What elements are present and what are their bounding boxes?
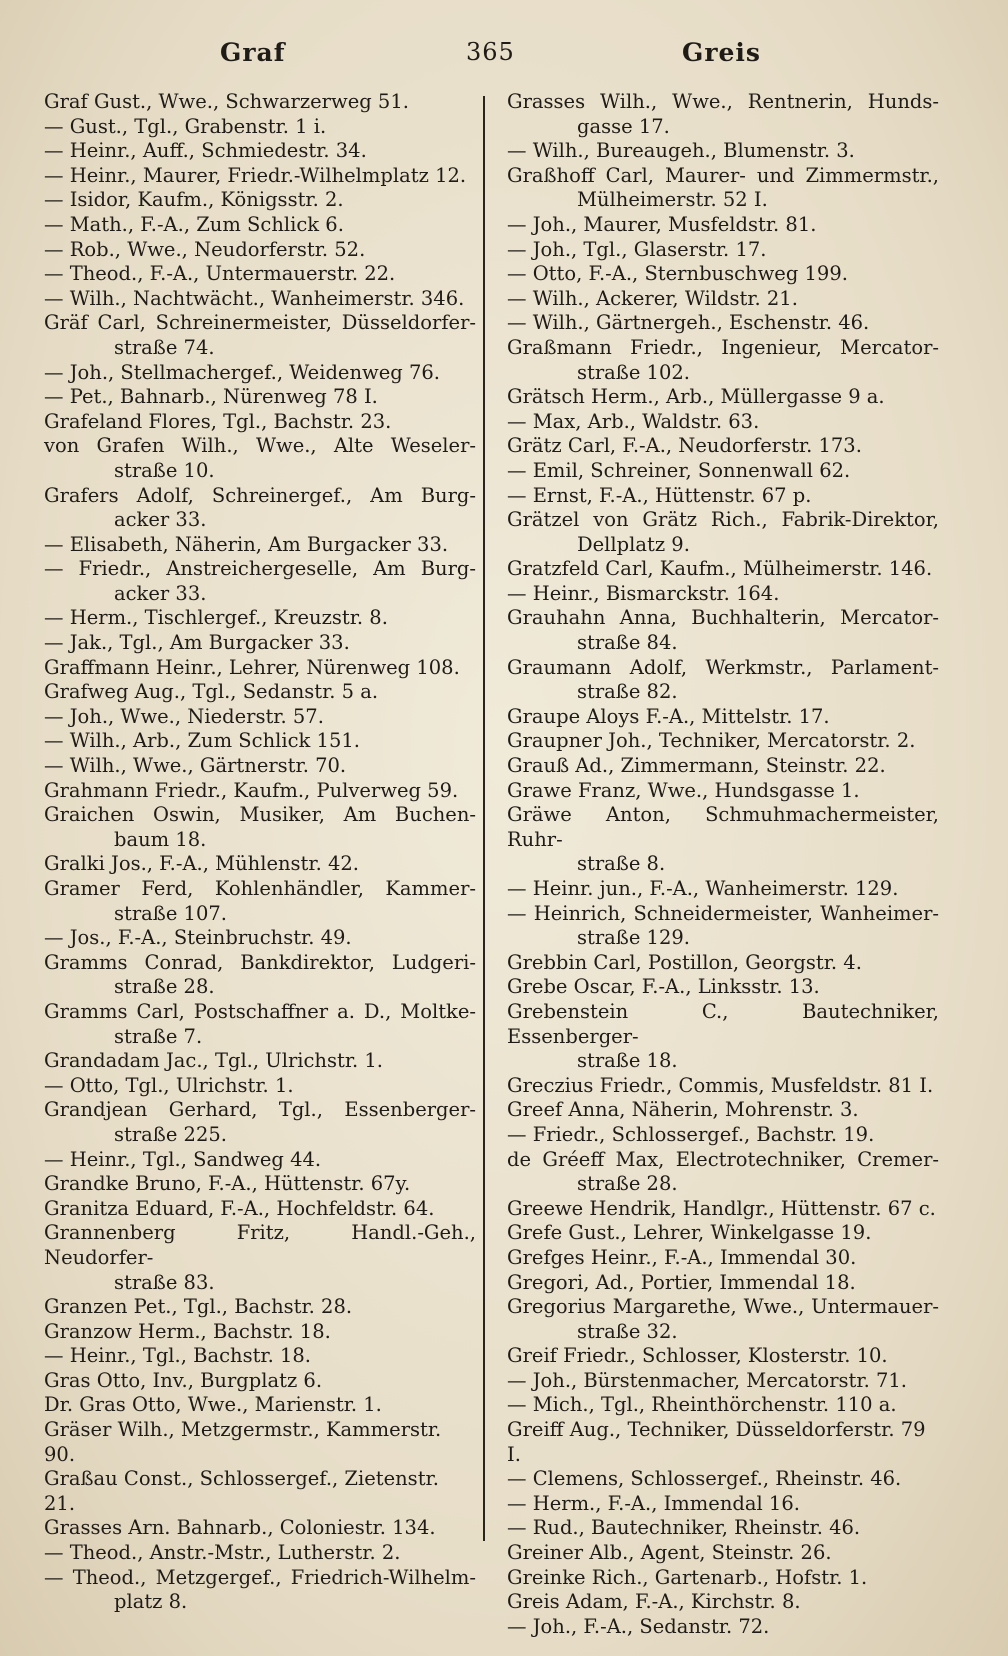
entry-line: — Joh., F.-A., Sedanstr. 72. [507,1614,770,1638]
entry-line: Gräf Carl, Schreinermeister, Düsseldorfer- [44,311,476,335]
entry-line: — Heinr. jun., F.-A., Wanheimerstr. 129. [507,877,899,900]
entry-line: Graupner Joh., Techniker, Mercatorstr. 2. [507,729,916,753]
entry-line: — Wilh., Arb., Zum Schlick 151. [44,729,360,753]
entry-line: Gralki Jos., F.-A., Mühlenstr. 42. [44,852,359,876]
entry-line: — Wilh., Bureaugeh., Blumenstr. 3. [507,139,855,163]
entry-line: Grasses Wilh., Wwe., Rentnerin, Hunds- [507,90,939,113]
entry-line: — Ernst, F.-A., Hüttenstr. 67 p. [507,483,812,507]
directory-entry [507,729,939,754]
directory-entry [44,1098,476,1147]
entry-line: — Clemens, Schlossergef., Rheinstr. 46. [507,1467,902,1491]
entry-continuation: acker 33. [114,581,207,605]
directory-entry [507,1516,939,1541]
entry-line: — Herm., F.-A., Immendal 16. [507,1491,800,1515]
entry-continuation: straße 83. [114,1270,215,1294]
directory-entry [507,1197,939,1222]
entry-line: — Heinr., Auff., Schmiedestr. 34. [44,139,367,163]
directory-entry [44,631,476,656]
entry-line: — Joh., Bürstenmacher, Mercatorstr. 71. [507,1368,907,1392]
entry-line: Graupe Aloys F.-A., Mittelstr. 17. [507,704,830,728]
directory-entry [507,90,939,139]
entry-line: — Rob., Wwe., Neudorferstr. 52. [44,237,366,261]
directory-entry [507,1566,939,1591]
entry-line: — Theod., Anstr.-Mstr., Lutherstr. 2. [44,1541,401,1565]
directory-entry [507,508,939,557]
entry-line: — Max, Arb., Waldstr. 63. [507,409,760,433]
entry-line: — Theod., Metzgergef., Friedrich-Wilhelm- [44,1565,476,1589]
entry-line: Grätsch Herm., Arb., Müllergasse 9 a. [507,385,885,409]
directory-entry [507,213,939,238]
directory-entry [507,803,939,877]
directory-entry [507,1098,939,1123]
entry-line: — Otto, Tgl., Ulrichstr. 1. [44,1073,294,1097]
directory-entry [44,434,476,483]
directory-entry [44,188,476,213]
entry-line: Grahmann Friedr., Kaufm., Pulverweg 59. [44,778,459,802]
directory-entry [507,1295,939,1344]
entry-line: Greczius Friedr., Commis, Musfeldstr. 81 I. [507,1073,934,1097]
directory-entry [507,311,939,336]
entry-line: Graffmann Heinr., Lehrer, Nürenweg 108. [44,655,460,679]
entry-continuation: straße 107. [114,901,227,925]
directory-entry [507,287,939,312]
entry-line: — Gust., Tgl., Grabenstr. 1 i. [44,114,327,138]
entry-line: Greiff Aug., Techniker, Düsseldorferstr. 79 I. [507,1418,926,1466]
entry-line: — Herm., Tischlergef., Kreuzstr. 8. [44,606,388,630]
directory-entry [507,1246,939,1271]
directory-entry [507,1393,939,1418]
directory-entry [44,656,476,681]
entry-line: — Wilh., Ackerer, Wildstr. 21. [507,286,798,310]
entry-line: — Jak., Tgl., Am Burgacker 33. [44,631,350,655]
directory-entry [44,238,476,263]
entry-line: — Otto, F.-A., Sternbuschweg 199. [507,262,848,286]
entry-line: Gras Otto, Inv., Burgplatz 6. [44,1368,323,1392]
directory-entry [507,484,939,509]
entry-continuation: gasse 17. [577,114,670,138]
entry-line: Gramer Ferd, Kohlenhändler, Kammer- [44,877,476,900]
entry-line: Grauß Ad., Zimmermann, Steinstr. 22. [507,754,886,778]
directory-entry [507,164,939,213]
directory-entry [44,1148,476,1173]
directory-entry [507,1541,939,1566]
column-divider [483,96,485,1541]
directory-entry [507,1000,939,1074]
entry-line: Gräwe Anton, Schmuhmachermeister, Ruhr- [507,803,939,851]
entry-continuation: straße 102. [577,360,690,384]
directory-entry [44,115,476,140]
entry-line: — Heinr., Tgl., Sandweg 44. [44,1147,322,1171]
directory-entry [44,951,476,1000]
directory-entry [44,213,476,238]
entry-line: — Mich., Tgl., Rheinthörchenstr. 110 a. [507,1393,897,1417]
directory-entry [44,90,476,115]
entry-line: Grafeland Flores, Tgl., Bachstr. 23. [44,409,392,433]
entry-line: — Friedr., Schlossergef., Bachstr. 19. [507,1122,875,1146]
entry-line: — Joh., Stellmachergef., Weidenweg 76. [44,360,440,384]
entry-line: Granzow Herm., Bachstr. 18. [44,1319,331,1343]
directory-entry [507,779,939,804]
entry-line: Graßau Const., Schlossergef., Zietenstr. 21. [44,1467,439,1515]
directory-entry [44,385,476,410]
directory-entry [44,262,476,287]
entry-line: Graichen Oswin, Musiker, Am Buchen- [44,803,476,827]
directory-entry [507,1590,939,1615]
running-head-right: Greis [682,38,761,67]
directory-entry [44,779,476,804]
entry-continuation: straße 84. [577,631,678,655]
entry-continuation: straße 18. [577,1049,678,1073]
entry-continuation: straße 28. [577,1172,678,1196]
entry-line: — Theod., F.-A., Untermauerstr. 22. [44,262,396,286]
entry-line: — Emil, Schreiner, Sonnenwall 62. [507,458,851,482]
entry-continuation: acker 33. [114,508,207,532]
directory-entry [44,361,476,386]
entry-line: — Jos., F.-A., Steinbruchstr. 49. [44,926,352,950]
entry-line: Granitza Eduard, F.-A., Hochfeldstr. 64. [44,1196,435,1220]
directory-entry [507,1148,939,1197]
entry-line: Gramms Carl, Postschaffner a. D., Moltke- [44,999,476,1023]
entry-line: Grätz Carl, F.-A., Neudorferstr. 173. [507,434,862,458]
directory-entry [507,656,939,705]
directory-entry [507,705,939,730]
entry-line: Graßhoff Carl, Maurer- und Zimmermstr., [507,163,939,187]
entry-line: de Gréeff Max, Electrotechniker, Cremer- [507,1147,939,1171]
entry-line: Grannenberg Fritz, Handl.-Geh., Neudorfer- [44,1221,476,1269]
left-column [44,90,476,1615]
directory-entry [44,1197,476,1222]
entry-line: Graf Gust., Wwe., Schwarzerweg 51. [44,90,409,113]
directory-entry [507,434,939,459]
entry-line: — Friedr., Anstreichergeselle, Am Burg- [44,557,476,581]
directory-entry [44,1541,476,1566]
entry-line: — Rud., Bautechniker, Rheinstr. 46. [507,1516,861,1540]
entry-line: Grawe Franz, Wwe., Hundsgasse 1. [507,778,860,802]
entry-continuation: Mülheimerstr. 52 I. [577,188,768,212]
entry-line: Grafweg Aug., Tgl., Sedanstr. 5 a. [44,680,379,704]
entry-line: Greiner Alb., Agent, Steinstr. 26. [507,1541,832,1565]
entry-line: Grasses Arn. Bahnarb., Coloniestr. 134. [44,1516,436,1540]
directory-entry [507,1221,939,1246]
directory-entry [507,606,939,655]
directory-entry [507,1074,939,1099]
directory-entry [44,533,476,558]
entry-line: Grandjean Gerhard, Tgl., Essenberger- [44,1098,476,1122]
entry-line: Grandadam Jac., Tgl., Ulrichstr. 1. [44,1049,384,1073]
directory-entry [44,852,476,877]
entry-line: Greif Friedr., Schlosser, Klosterstr. 10. [507,1344,888,1368]
entry-continuation: straße 225. [114,1122,227,1146]
entry-line: Graumann Adolf, Werkmstr., Parlament- [507,655,939,679]
directory-entry [44,1000,476,1049]
directory-entry [44,877,476,926]
directory-entry [507,1615,939,1640]
entry-line: Grafers Adolf, Schreinergef., Am Burg- [44,483,476,507]
entry-continuation: platz 8. [114,1590,188,1614]
directory-entry [507,951,939,976]
right-column [507,90,939,1639]
directory-entry [44,1295,476,1320]
entry-line: Gregorius Margarethe, Wwe., Untermauer- [507,1295,939,1319]
directory-entry [44,484,476,533]
directory-entry [44,729,476,754]
directory-entry [44,139,476,164]
entry-line: — Heinr., Tgl., Bachstr. 18. [44,1344,312,1368]
entry-line: — Joh., Wwe., Niederstr. 57. [44,704,324,728]
entry-line: Dr. Gras Otto, Wwe., Marienstr. 1. [44,1393,382,1417]
entry-line: Grefe Gust., Lehrer, Winkelgasse 19. [507,1221,872,1245]
directory-entry [507,262,939,287]
directory-entry [507,1123,939,1148]
entry-line: Gramms Conrad, Bankdirektor, Ludgeri- [44,950,476,974]
directory-entry [507,459,939,484]
entry-line: Greinke Rich., Gartenarb., Hofstr. 1. [507,1565,868,1589]
entry-continuation: Dellplatz 9. [577,532,690,556]
entry-line: Grebe Oscar, F.-A., Linksstr. 13. [507,975,820,999]
entry-continuation: straße 129. [577,926,690,950]
directory-entry [507,1418,939,1467]
directory-entry [507,238,939,263]
directory-entry [44,680,476,705]
entry-line: — Math., F.-A., Zum Schlick 6. [44,212,344,236]
directory-entry [507,385,939,410]
directory-entry [44,803,476,852]
directory-entry [507,582,939,607]
directory-entry [507,410,939,435]
entry-continuation: baum 18. [114,827,207,851]
directory-entry [507,902,939,951]
entry-line: — Heinr., Bismarckstr. 164. [507,581,780,605]
directory-entry [507,754,939,779]
entry-line: Gratzfeld Carl, Kaufm., Mülheimerstr. 146. [507,557,933,581]
entry-line: — Isidor, Kaufm., Königsstr. 2. [44,188,344,212]
directory-entry [44,1344,476,1369]
entry-line: von Grafen Wilh., Wwe., Alte Weseler- [44,434,476,458]
directory-entry [44,164,476,189]
directory-entry [507,1467,939,1492]
directory-entry [44,1418,476,1467]
directory-entry [507,1344,939,1369]
directory-entry [44,410,476,435]
entry-line: Grebenstein C., Bautechniker, Essenberger- [507,999,939,1048]
entry-line: Grefges Heinr., F.-A., Immendal 30. [507,1245,857,1269]
entry-continuation: straße 7. [114,1024,203,1048]
entry-line: — Elisabeth, Näherin, Am Burgacker 33. [44,532,449,556]
directory-entry [44,1369,476,1394]
directory-entry [507,1492,939,1517]
directory-entry [44,1049,476,1074]
entry-line: Grandke Bruno, F.-A., Hüttenstr. 67y. [44,1172,411,1196]
entry-continuation: straße 74. [114,335,215,359]
directory-entry [507,1271,939,1296]
page-number: 365 [466,38,515,66]
directory-entry [44,1566,476,1615]
entry-continuation: straße 82. [577,680,678,704]
directory-entry [44,1172,476,1197]
entry-continuation: straße 10. [114,458,215,482]
entry-continuation: straße 8. [577,852,666,876]
directory-entry [507,1369,939,1394]
entry-line: — Joh., Tgl., Glaserstr. 17. [507,237,767,261]
entry-line: Graßmann Friedr., Ingenieur, Mercator- [507,335,939,359]
directory-entry [507,975,939,1000]
directory-entry [44,754,476,779]
directory-entry [44,606,476,631]
directory-entry [44,1221,476,1295]
directory-entry [44,1074,476,1099]
entry-continuation: straße 28. [114,975,215,999]
entry-line: Gregori, Ad., Portier, Immendal 18. [507,1270,856,1294]
entry-line: — Wilh., Nachtwächt., Wanheimerstr. 346. [44,286,465,310]
directory-entry [44,1467,476,1516]
entry-line: — Wilh., Gärtnergeh., Eschenstr. 46. [507,311,870,335]
directory-entry [44,557,476,606]
entry-line: Gräser Wilh., Metzgermstr., Kammerstr. 90. [44,1418,442,1466]
directory-entry [44,705,476,730]
entry-line: — Pet., Bahnarb., Nürenweg 78 I. [44,385,378,409]
directory-entry [507,877,939,902]
directory-entry [44,1393,476,1418]
entry-line: Grätzel von Grätz Rich., Fabrik-Direktor, [507,508,939,532]
directory-entry [44,926,476,951]
entry-line: Greewe Hendrik, Handlgr., Hüttenstr. 67 c. [507,1196,936,1220]
entry-line: — Joh., Maurer, Musfeldstr. 81. [507,212,817,236]
entry-line: Granzen Pet., Tgl., Bachstr. 28. [44,1295,353,1319]
entry-line: — Heinr., Maurer, Friedr.-Wilhelmplatz 12. [44,163,467,187]
entry-line: — Heinrich, Schneidermeister, Wanheimer- [507,901,939,925]
entry-line: Grauhahn Anna, Buchhalterin, Mercator- [507,606,939,630]
entry-line: Greis Adam, F.-A., Kirchstr. 8. [507,1590,801,1614]
directory-entry [507,139,939,164]
directory-entry [44,311,476,360]
directory-entry [44,1516,476,1541]
entry-continuation: straße 32. [577,1319,678,1343]
directory-entry [44,1320,476,1345]
entry-line: — Wilh., Wwe., Gärtnerstr. 70. [44,754,347,778]
directory-entry [44,287,476,312]
entry-line: Greef Anna, Näherin, Mohrenstr. 3. [507,1098,859,1122]
directory-entry [507,336,939,385]
entry-line: Grebbin Carl, Postillon, Georgstr. 4. [507,950,862,974]
running-head-left: Graf [220,38,286,67]
directory-entry [507,557,939,582]
